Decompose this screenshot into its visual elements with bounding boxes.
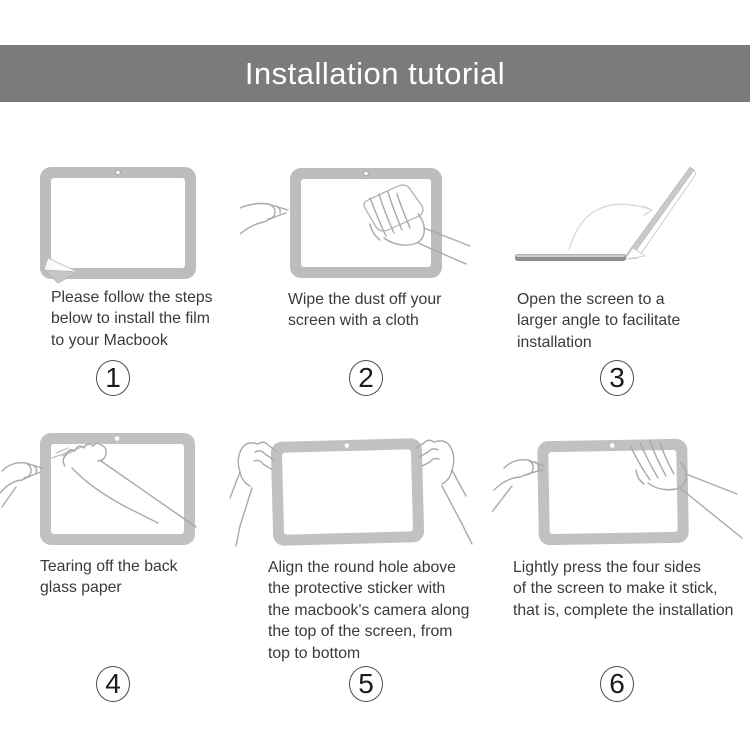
camera-dot-icon [115, 436, 120, 441]
macbook-screen-icon [290, 168, 442, 278]
press-screen-icon [492, 428, 750, 556]
caption-line: Please follow the steps [51, 289, 213, 306]
laptop-screen-blade-icon [624, 167, 696, 259]
caption-line: larger angle to facilitate [517, 312, 681, 330]
step-number-badge: 3 [600, 360, 634, 396]
caption-line: Align the round hole above [268, 559, 456, 576]
header-bar [0, 45, 750, 102]
caption-line: Open the screen to a [517, 291, 665, 308]
caption-line: top to bottom [268, 644, 361, 662]
open-laptop-icon [505, 156, 705, 268]
wipe-screen-icon [240, 158, 475, 288]
left-hand-icon [492, 460, 544, 512]
caption-line: that is, complete the installation [513, 601, 734, 619]
macbook-screen-icon [271, 438, 425, 546]
align-film-icon [228, 428, 480, 556]
camera-dot-icon [364, 171, 369, 176]
tear-backing-icon [0, 423, 240, 555]
step-number-badge: 4 [96, 666, 130, 702]
step-number-badge: 5 [349, 666, 383, 702]
left-hand-icon [230, 442, 276, 546]
step-caption [268, 557, 469, 664]
laptop-base-icon [515, 254, 626, 261]
caption-line: below to install the film [51, 310, 210, 328]
step-number-badge: 6 [600, 666, 634, 702]
step-caption [40, 556, 178, 599]
macbook-screen-icon [40, 167, 196, 279]
caption-line: Lightly press the four sides [513, 559, 701, 576]
caption-line: installation [517, 333, 592, 351]
caption-line: to your Macbook [51, 331, 168, 349]
caption-line: Tearing off the back [40, 558, 178, 575]
left-hand-icon [240, 204, 288, 235]
step-caption [517, 289, 680, 353]
camera-dot-icon [116, 170, 121, 175]
left-hand-icon [0, 463, 42, 507]
caption-line: glass paper [40, 579, 122, 597]
step-number-badge: 2 [349, 360, 383, 396]
caption-line: Wipe the dust off your [288, 291, 442, 308]
step-caption [288, 289, 441, 332]
caption-line: screen with a cloth [288, 312, 419, 330]
caption-line: of the screen to make it stick, [513, 580, 718, 598]
caption-line: the protective sticker with [268, 580, 446, 598]
caption-line: the macbook's camera along [268, 601, 470, 619]
step-caption [51, 287, 213, 351]
screen-peeling-film-icon [30, 162, 205, 286]
macbook-screen-icon [537, 439, 689, 546]
page-title: Installation tutorial [244, 55, 506, 91]
caption-line: the top of the screen, from [268, 623, 453, 641]
right-hand-icon [416, 440, 472, 544]
step-number-badge: 1 [96, 360, 130, 396]
step-caption [513, 557, 733, 621]
